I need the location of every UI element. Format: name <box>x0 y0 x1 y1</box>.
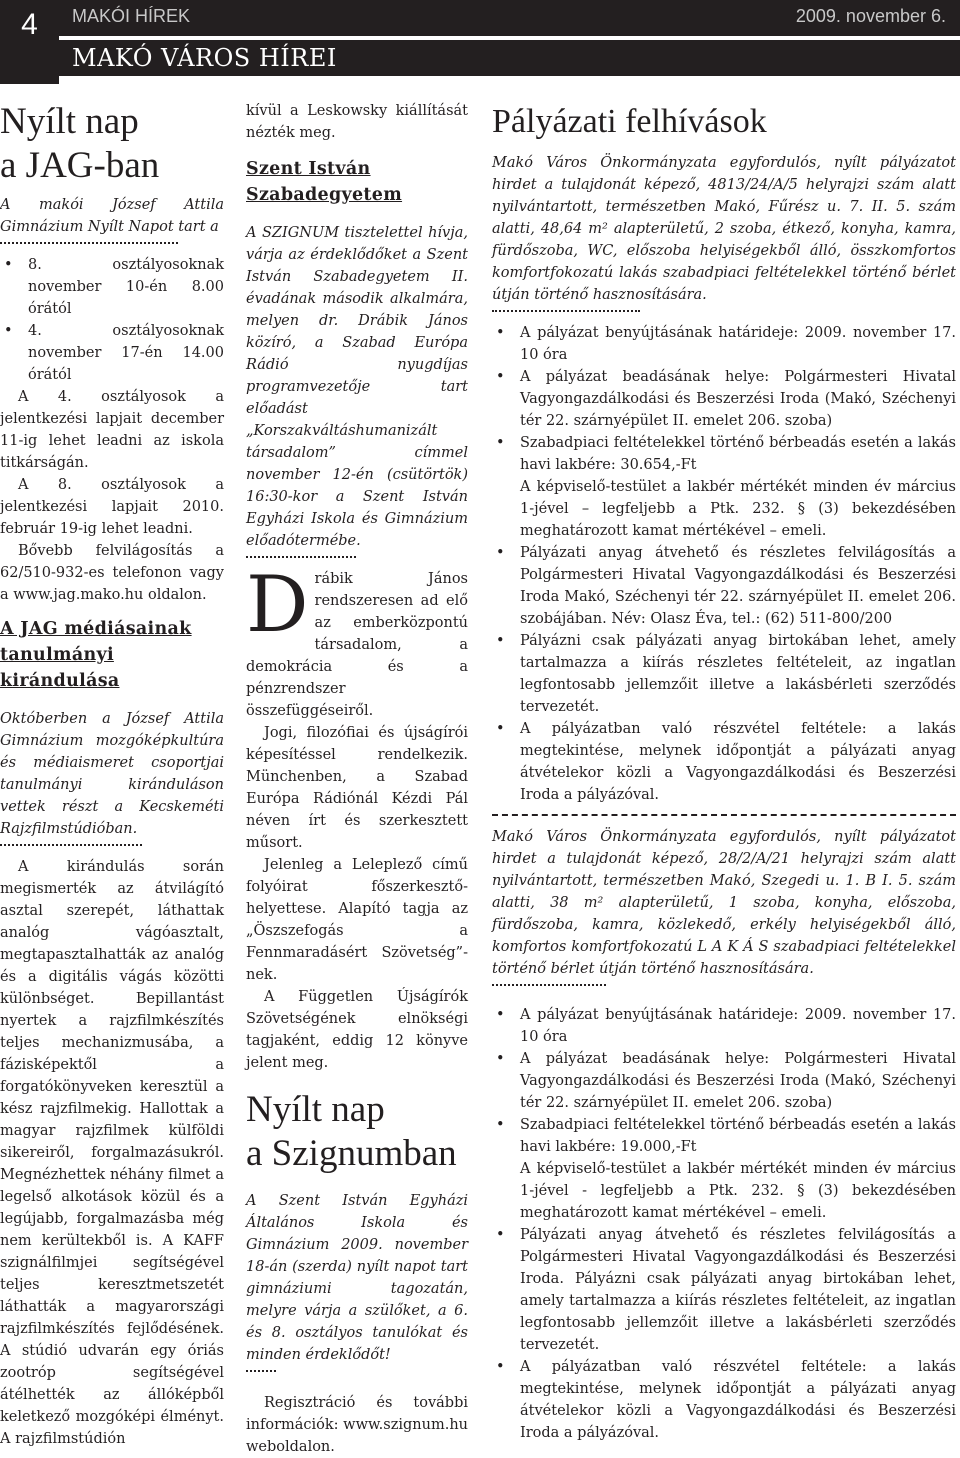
list-item: • Pályázati anyag átvehető és részletes felvilágosítás a Polgármesteri Hivatal Vagyongazdálkodási és Beszerzési Iroda Makó, Széchenyi tér 22. szárnyépület II. emelet 206. szobájában. Név: Olasz Éva, tel.: (62) 511-800/200 <box>492 542 956 630</box>
paragraph: Bővebb felvilágosítás a 62/510-932-es telefonon vagy a www.jag.mako.hu oldalon. <box>0 543 224 603</box>
paragraph: A Független Újságírók Szövetségének elnökségi tagjaként, eddig 12 könyve jelent meg. <box>246 989 468 1071</box>
paragraph-with-dropcap <box>246 560 468 722</box>
dotted-divider <box>0 242 178 244</box>
column-3 <box>492 100 956 1444</box>
list-item: • Szabadpiaci feltételekkel történő bérbeadás esetén a lakás havi lakbére: 30.654,-Ft <box>492 432 956 476</box>
title-line: a Szignumban <box>246 1133 457 1174</box>
tender-details-list <box>492 322 956 476</box>
tender-details-list <box>492 1224 956 1444</box>
list-item: • A pályázatban való részvétel feltétele: a lakás megtekintése, melynek időpontját a pályázati anyag átvételekor közli a Vagyongazdálkodási és Beszerzési Iroda a pályázóval. <box>492 718 956 806</box>
subarticle-title: Szent István Szabadegyetem <box>246 159 403 205</box>
tender-lead: Makó Város Önkormányzata egyfordulós, nyílt pályázatot hirdet a tulajdonát képező, 4813/24/A/5 helyrajzi szám alatt nyilvántartott, természetben Makó, Fűrész u. 7. II. 5. szám alatti, 48,64 m² alapterületű, 2 szoba, étkező, konyha, kamra, fürdőszoba, WC, előszoba helyiségekből álló, összkomfortos komfortfokozatú lakás szabadpiaci feltételekkel történő bérlet útján történő hasznosítására. <box>492 155 956 303</box>
page-header <box>0 0 960 84</box>
article-title-szignum <box>246 1088 468 1176</box>
list-item: • A pályázat benyújtásának határideje: 2009. november 17. 10 óra <box>492 1004 956 1048</box>
list-item: • 8. osztályosoknak november 10-én 8.00 órától <box>0 254 224 320</box>
tender-details-list <box>492 542 956 806</box>
title-line: Nyílt nap <box>246 1089 385 1130</box>
dotted-divider <box>492 310 640 312</box>
list-item: • A pályázat benyújtásának határideje: 2009. november 17. 10 óra <box>492 322 956 366</box>
dotted-divider <box>246 556 356 558</box>
article-lead: A makói József Attila Gimnázium Nyílt Napot tart a <box>0 197 224 235</box>
subarticle-lead: Októberben a József Attila Gimnázium mozgóképkultúra és médiaismeret csoportjai tanulmányi kiránduláson vettek részt a Kecskeméti Rajzfilmstúdióban. <box>0 711 224 837</box>
title-line: Nyílt nap <box>0 101 139 142</box>
paragraph-text: rábik János rendszeresen ad elő az emberközpontú társadalom, a demokrácia és a pénzrendszer összefüggéseiről. <box>246 571 468 719</box>
tender-details-list <box>492 1004 956 1158</box>
paragraph: Jelenleg a Leleplező című folyóirat főszerkesztő-helyettese. Alapító tagja az „Öszszefogás a Fennmaradásért Szövetség”-nek. <box>246 857 468 983</box>
column-1 <box>0 100 224 1450</box>
paragraph: kívül a Leskowsky kiállítását nézték meg. <box>246 103 468 141</box>
tender-lead: Makó Város Önkormányzata egyfordulós, nyílt pályázatot hirdet a tulajdonát képező, 28/2/A/21 helyrajzi szám alatt nyilvántartott, természetben Makó, Szegedi u. 1. B I. 5. szám alatti, 38 m² alapterületű, 1 szoba, konyha, előszoba, fürdőszoba, kamra, közlekedő, erkély helyiségekből álló, komfortos komfortfokozatú L A K Á S szabadpiaci feltételekkel történő bérlet útján történő hasznosítására. <box>492 829 956 977</box>
article-lead: A Szent István Egyházi Általános Iskola és Gimnázium 2009. november 18-án (szerda) nyílt napot tart gimnáziumi tagozatán, melyre várja a szülőket, a 6. és 8. osztályos tanulókat és minden érdeklődőt! <box>246 1193 468 1363</box>
dotted-divider <box>0 844 142 846</box>
list-item: • A pályázatban való részvétel feltétele: a lakás megtekintése, melynek időpontját a pályázati anyag átvételekor közli a Vagyongazdálkodási és Beszerzési Iroda a pályázóval. <box>492 1356 956 1444</box>
page-number: 4 <box>0 0 59 84</box>
section-title: MAKÓ VÁROS HÍREI <box>72 44 337 72</box>
list-item: • A pályázat beadásának helye: Polgármesteri Hivatal Vagyongazdálkodási és Beszerzési Iroda (Makó, Széchenyi tér 22. szárnyépület II. emelet 206. szoba) <box>492 1048 956 1114</box>
list-continuation: A képviselő-testület a lakbér mértékét minden év március 1-jével – legfeljebb a Ptk. 232. § (3) bekezdésében meghatározott kamat mértékével – emeli. <box>520 479 956 539</box>
issue-date: 2009. november 6. <box>795 6 946 26</box>
drop-cap: D <box>246 560 309 650</box>
subarticle-title: A JAG médiásainak tanulmányi kirándulása <box>0 619 192 691</box>
paragraph: Jogi, filozófiai és újságírói képesítéssel rendelkezik. Münchenben, a Szabad Európa Rádiónál Kézdi Pál néven írt és szerkesztett műsort. <box>246 725 468 851</box>
list-continuation: A képviselő-testület a lakbér mértékét minden év március 1-jével - legfeljebb a Ptk. 232. § (3) bekezdésében meghatározott kamat mértékével – emeli. <box>520 1161 956 1221</box>
publication-name: MAKÓI HÍREK <box>72 6 191 26</box>
list-item: • Pályázni csak pályázati anyag birtokában lehet, amely tartalmazza a kiírás részletes feltételeit, az ingatlan legfontosabb jellemzőit illetve a lakásbérleti szerződés tervezetét. <box>492 630 956 718</box>
list-item: • A pályázat beadásának helye: Polgármesteri Hivatal Vagyongazdálkodási és Beszerzési Iroda (Makó, Széchenyi tér 22. szárnyépület II. emelet 206. szoba) <box>492 366 956 432</box>
column-2 <box>246 100 468 1458</box>
subarticle-lead: A SZIGNUM tisztelettel hívja, várja az érdeklődőket a Szent István Szabadegyetem II. évadának második alkalmára, melyen dr. Drábik János közíró, a Szabad Európa Rádió nyugdíjas programvezetője tart előadást „Korszakváltáshumanizált társadalom” címmel november 12-én (csütörtök) 16:30-kor a Szent István Egyházi Iskola és Gimnázium előadótermébe. <box>246 225 468 549</box>
list-item: • Pályázati anyag átvehető és részletes felvilágosítás a Polgármesteri Hivatal Vagyongazdálkodási és Beszerzési Iroda. Pályázni csak pályázati anyag birtokában lehet, amely tartalmazza a kiírás részletes feltételeit, az ingatlan legfontosabb jellemzőit illetve a lakásbérleti szerződés tervezetét. <box>492 1224 956 1356</box>
dotted-divider <box>492 984 606 986</box>
paragraph: Regisztráció és további információk: www.szignum.hu weboldalon. <box>246 1395 469 1455</box>
article-title-jag <box>0 100 224 188</box>
list-item: • 4. osztályosoknak november 17-én 14.00 órától <box>0 320 224 386</box>
paragraph: A 8. osztályosok a jelentkezési lapjait 2010. február 19-ig lehet leadni. <box>0 477 224 537</box>
open-day-dates-list <box>0 254 224 386</box>
list-item: • Szabadpiaci feltételekkel történő bérbeadás esetén a lakás havi lakbére: 19.000,-Ft <box>492 1114 956 1158</box>
dashed-divider <box>492 814 956 816</box>
dotted-divider <box>246 1370 276 1372</box>
paragraph: A 4. osztályosok a jelentkezési lapjait december 11-ig lehet leadni az iskola titkárságán. <box>0 389 224 471</box>
article-title-tenders: Pályázati felhívások <box>492 103 767 140</box>
paragraph: A kirándulás során megismerték az átvilágító asztal szerepét, láthattak analóg vágóasztalt, megtapasztalhatták az analóg és a digitális vágás közötti különbséget. Bepillantást nyertek a rajzfilmkészítés teljes mechanizmusába, a fázisképektől a forgatókönyveken keresztül a kész rajzfilmekig. Hallottak a magyar rajzfilmek külföldi sikereiről, forgalmazásukról. Megnézhettek néhány filmet a legelső alkotások közül és a legújabb, forgalmazásba még nem kerültekből is. A KAFF szignálfilmjei segítségével teljes keresztmetszetét láthatták a magyarországi rajzfilmkészítés fejlődésének. A stúdió udvarán egy óriás zootróp segítségével átélhették az állóképből keletkező mozgóképi élményt. A rajzfilmstúdión <box>0 859 224 1447</box>
title-line: a JAG-ban <box>0 145 160 186</box>
